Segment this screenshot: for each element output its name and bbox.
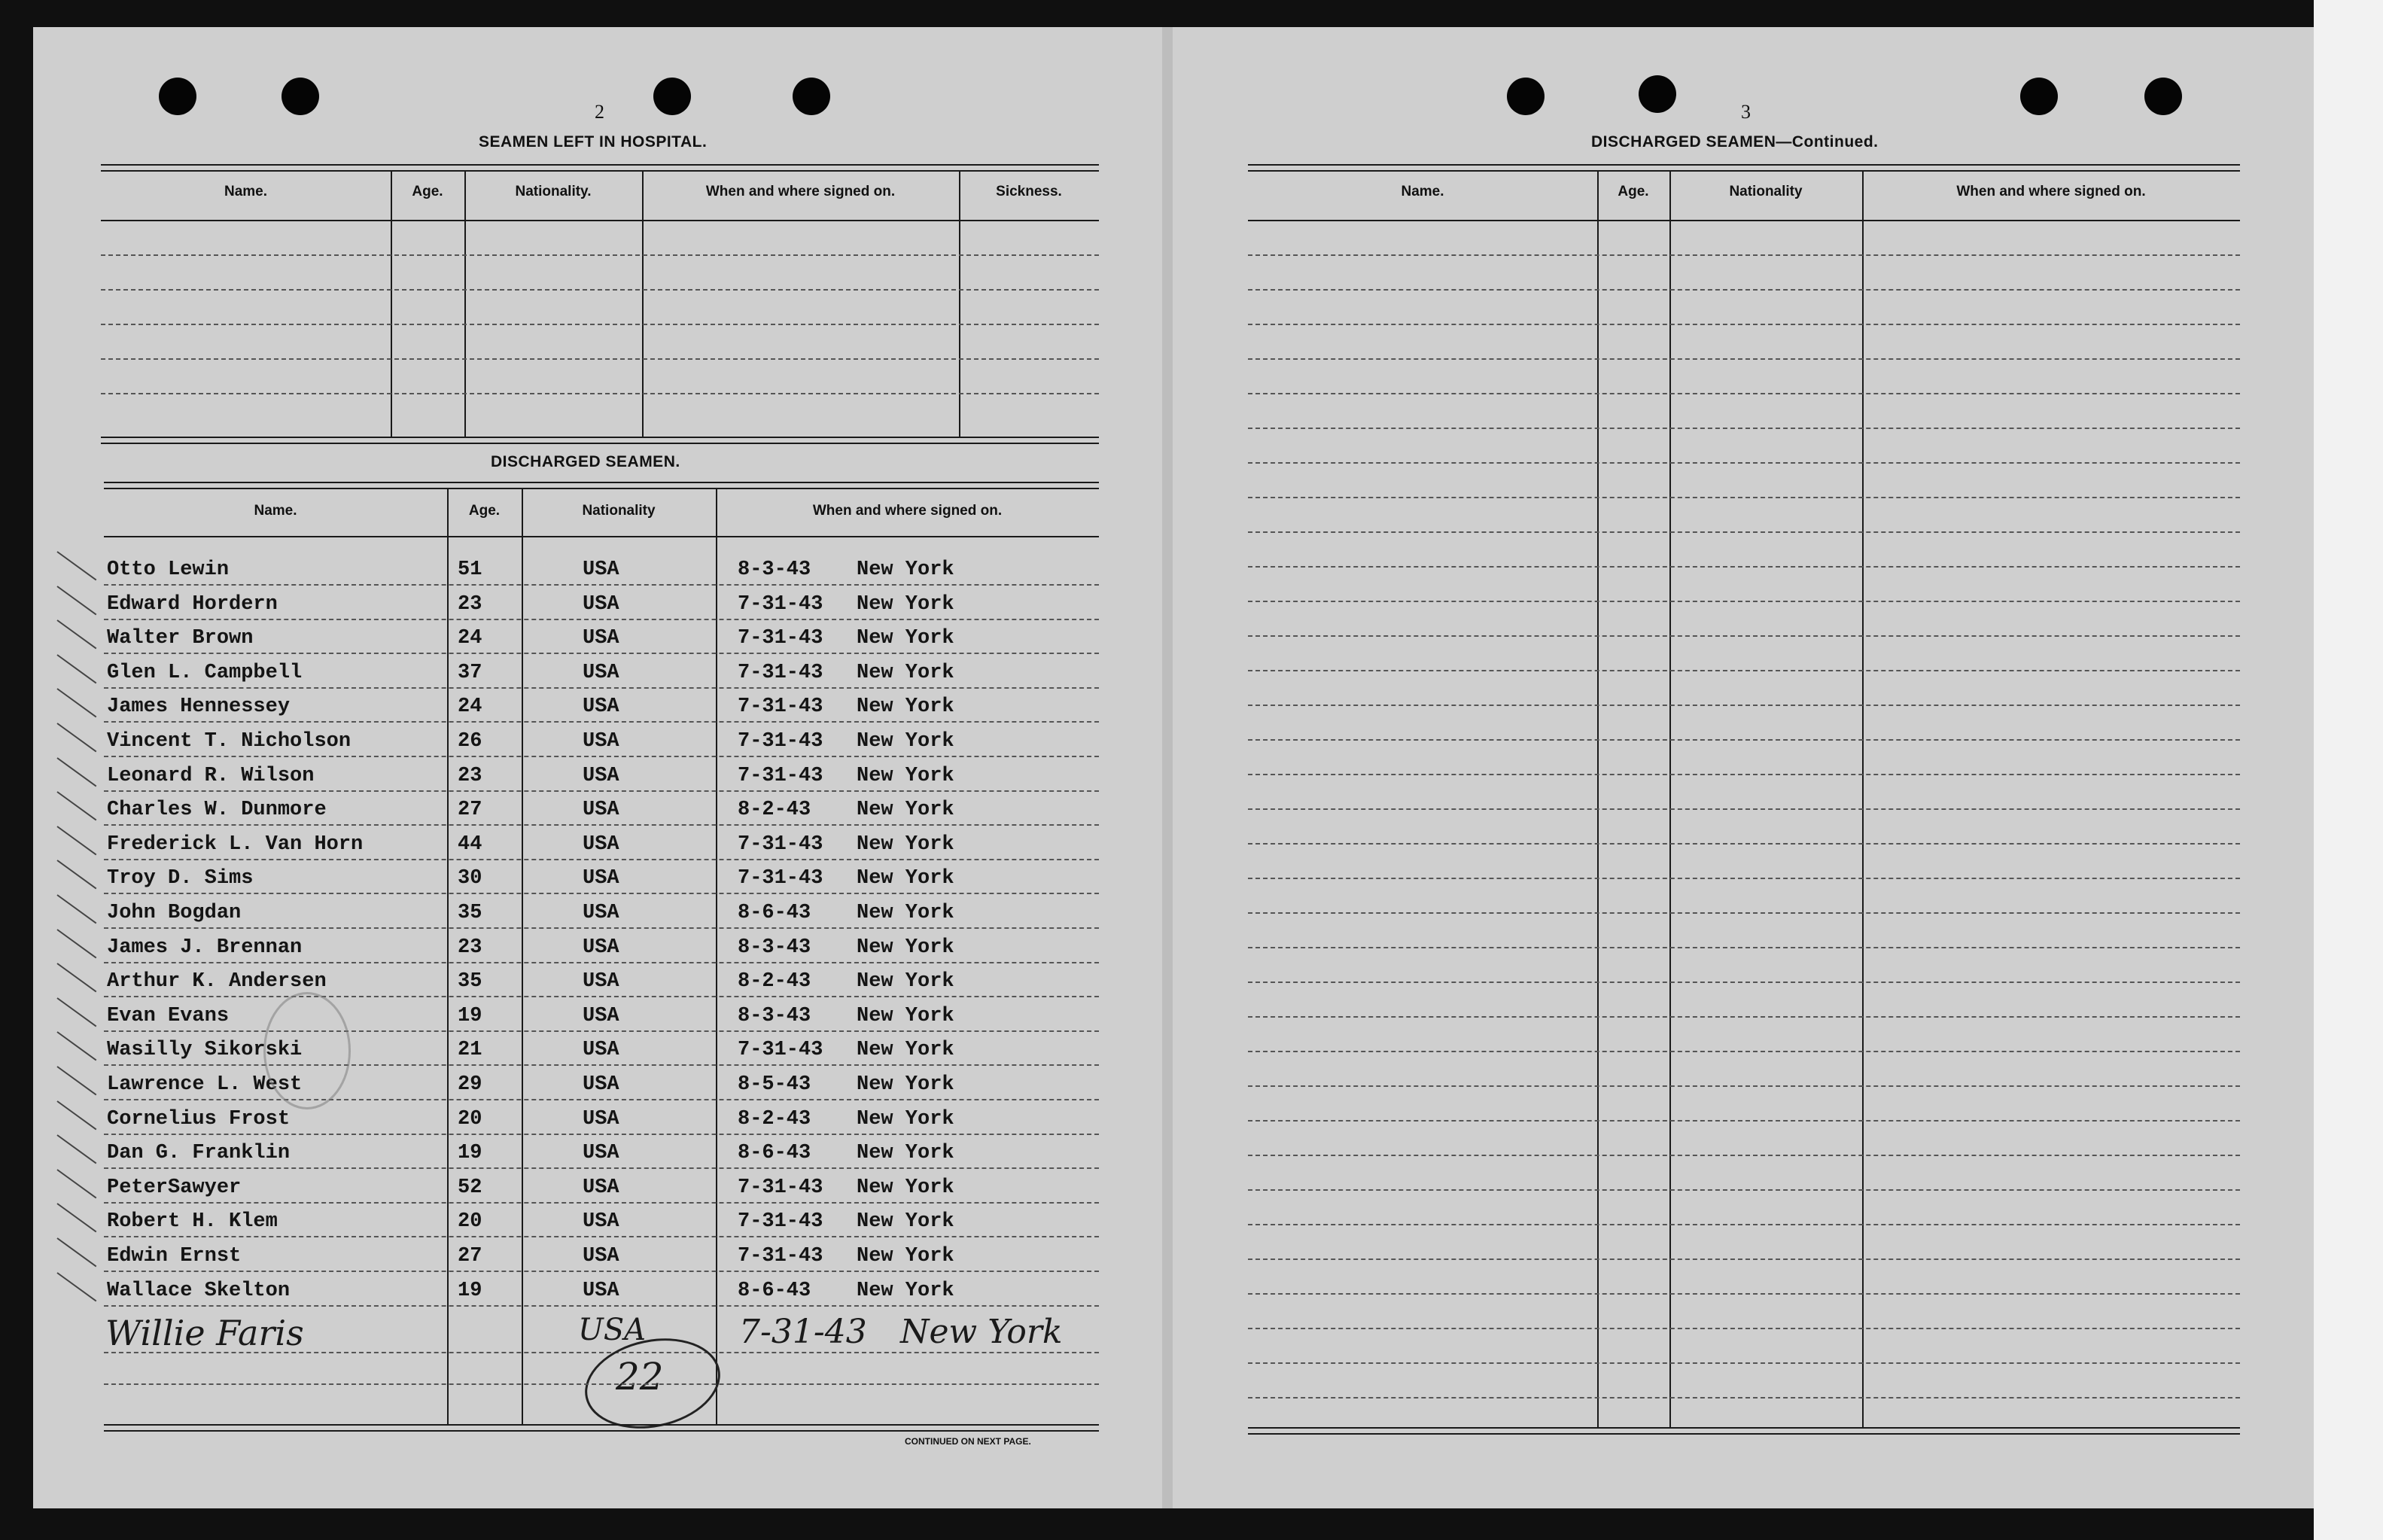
signed-on-date: 8-2-43 — [738, 1108, 811, 1131]
entry-line — [101, 289, 1099, 291]
entry-line — [104, 721, 1099, 723]
signed-on-place: New York — [857, 558, 954, 581]
col-header-signed-on: When and where signed on. — [1956, 184, 2146, 199]
signed-on-place: New York — [857, 730, 954, 753]
signed-on-place: New York — [857, 902, 954, 924]
seaman-nationality: USA — [583, 1039, 619, 1061]
seaman-age: 37 — [458, 662, 482, 684]
column-divider — [522, 489, 523, 1424]
hospital-section-title: SEAMEN LEFT IN HOSPITAL. — [479, 133, 708, 151]
entry-line — [1248, 289, 2240, 291]
seaman-name: Wasilly Sikorski — [107, 1039, 303, 1061]
seaman-nationality: USA — [583, 970, 619, 993]
seaman-age: 27 — [458, 1245, 482, 1268]
punch-hole — [2144, 78, 2182, 115]
col-header-age: Age. — [468, 503, 501, 519]
signed-on-place: New York — [857, 695, 954, 718]
signed-on-date: 8-3-43 — [738, 1005, 811, 1027]
col-header-name: Name. — [1401, 184, 1444, 199]
entry-line — [104, 1383, 1099, 1385]
entry-line — [1248, 912, 2240, 914]
table-rule — [101, 437, 1099, 438]
entry-line — [1248, 843, 2240, 845]
signed-on-place: New York — [857, 1280, 954, 1302]
seaman-name: Lawrence L. West — [107, 1073, 303, 1096]
col-header-nationality: Nationality — [1729, 184, 1803, 199]
entry-line — [101, 358, 1099, 360]
entry-line — [104, 1134, 1099, 1135]
discharged-section-title: DISCHARGED SEAMEN. — [491, 453, 680, 470]
table-rule — [1248, 220, 2240, 221]
signed-on-place: New York — [857, 1210, 954, 1233]
column-divider — [642, 172, 644, 437]
seaman-age: 19 — [458, 1005, 482, 1027]
col-header-age: Age. — [412, 184, 443, 199]
entry-line — [104, 1352, 1099, 1353]
entry-line — [1248, 670, 2240, 671]
entry-line — [104, 1167, 1099, 1169]
signed-on-place: New York — [857, 867, 954, 890]
seaman-nationality: USA — [583, 1176, 619, 1199]
center-fold — [1162, 27, 1173, 1508]
handwritten-place: New York — [900, 1313, 1063, 1351]
signed-on-date: 7-31-43 — [738, 765, 823, 787]
entry-line — [1248, 1120, 2240, 1122]
continued-note: CONTINUED ON NEXT PAGE. — [905, 1436, 1031, 1447]
entry-line — [1248, 1397, 2240, 1398]
entry-line — [104, 687, 1099, 689]
continued-section-title: DISCHARGED SEAMEN—Continued. — [1591, 133, 1879, 151]
seaman-nationality: USA — [583, 1108, 619, 1131]
handwritten-date: 7-31-43 — [739, 1313, 867, 1351]
signed-on-place: New York — [857, 765, 954, 787]
signed-on-place: New York — [857, 970, 954, 993]
punch-hole — [1639, 75, 1676, 113]
table-rule — [104, 1424, 1099, 1426]
seaman-name: Glen L. Campbell — [107, 662, 303, 684]
seaman-age: 52 — [458, 1176, 482, 1199]
column-divider — [716, 489, 717, 1424]
entry-line — [1248, 635, 2240, 637]
entry-line — [1248, 705, 2240, 706]
col-header-signed-on: When and where signed on. — [812, 503, 1003, 519]
column-divider — [1862, 172, 1864, 1427]
col-header-name: Name. — [254, 503, 297, 519]
seaman-nationality: USA — [583, 1210, 619, 1233]
entry-line — [104, 962, 1099, 963]
entry-line — [1248, 878, 2240, 879]
seaman-age: 44 — [458, 833, 482, 856]
seaman-name: Edwin Ernst — [107, 1245, 242, 1268]
seaman-name: Frederick L. Van Horn — [107, 833, 364, 856]
signed-on-place: New York — [857, 593, 954, 616]
entry-line — [1248, 497, 2240, 498]
entry-line — [104, 927, 1099, 929]
entry-line — [1248, 739, 2240, 741]
column-divider — [1669, 172, 1671, 1427]
col-header-name: Name. — [224, 184, 268, 199]
table-rule — [1248, 170, 2240, 172]
entry-line — [1248, 1016, 2240, 1018]
signed-on-date: 7-31-43 — [738, 695, 823, 718]
entry-line — [104, 1064, 1099, 1066]
signed-on-date: 7-31-43 — [738, 1039, 823, 1061]
seaman-nationality: USA — [583, 936, 619, 959]
table-rule — [101, 164, 1099, 166]
entry-line — [104, 584, 1099, 586]
entry-line — [1248, 1085, 2240, 1087]
signed-on-date: 7-31-43 — [738, 1176, 823, 1199]
entry-line — [101, 254, 1099, 256]
seaman-age: 23 — [458, 936, 482, 959]
right-margin-strip — [2314, 0, 2383, 1540]
seaman-age: 20 — [458, 1210, 482, 1233]
column-divider — [447, 489, 449, 1424]
seaman-nationality: USA — [583, 1142, 619, 1164]
seaman-name: Charles W. Dunmore — [107, 799, 327, 821]
column-divider — [1597, 172, 1599, 1427]
table-rule — [101, 220, 1099, 221]
entry-line — [104, 1202, 1099, 1204]
entry-line — [1248, 324, 2240, 325]
entry-line — [1248, 601, 2240, 602]
seaman-name: Cornelius Frost — [107, 1108, 291, 1131]
entry-line — [1248, 531, 2240, 533]
table-rule — [104, 488, 1099, 489]
signed-on-date: 7-31-43 — [738, 833, 823, 856]
signed-on-date: 7-31-43 — [738, 1210, 823, 1233]
seaman-age: 19 — [458, 1280, 482, 1302]
seaman-nationality: USA — [583, 627, 619, 650]
entry-line — [104, 756, 1099, 757]
column-divider — [464, 172, 466, 437]
col-header-nationality: Nationality. — [515, 184, 592, 199]
seaman-nationality: USA — [583, 662, 619, 684]
column-divider — [391, 172, 392, 437]
entry-line — [104, 1271, 1099, 1272]
signed-on-date: 8-2-43 — [738, 970, 811, 993]
table-rule — [101, 170, 1099, 172]
punch-hole — [282, 78, 319, 115]
col-header-age: Age. — [1618, 184, 1649, 199]
seaman-age: 19 — [458, 1142, 482, 1164]
seaman-nationality: USA — [583, 799, 619, 821]
column-divider — [959, 172, 960, 437]
signed-on-date: 7-31-43 — [738, 662, 823, 684]
table-rule — [1248, 1427, 2240, 1429]
punch-hole — [2020, 78, 2058, 115]
seaman-age: 27 — [458, 799, 482, 821]
table-rule — [104, 482, 1099, 483]
entry-line — [1248, 1189, 2240, 1191]
entry-line — [104, 1030, 1099, 1032]
entry-line — [1248, 982, 2240, 983]
entry-line — [104, 619, 1099, 620]
signed-on-place: New York — [857, 1142, 954, 1164]
entry-line — [1248, 1155, 2240, 1156]
seaman-age: 24 — [458, 627, 482, 650]
seaman-name: Leonard R. Wilson — [107, 765, 315, 787]
signed-on-place: New York — [857, 627, 954, 650]
signed-on-date: 7-31-43 — [738, 1245, 823, 1268]
entry-line — [104, 1305, 1099, 1307]
entry-line — [1248, 947, 2240, 948]
entry-line — [1248, 774, 2240, 775]
seaman-name: Robert H. Klem — [107, 1210, 278, 1233]
seaman-age: 51 — [458, 558, 482, 581]
signed-on-date: 8-6-43 — [738, 902, 811, 924]
entry-line — [104, 893, 1099, 894]
entry-line — [1248, 1258, 2240, 1260]
entry-line — [1248, 254, 2240, 256]
page-number: 2 — [595, 101, 604, 123]
seaman-nationality: USA — [583, 765, 619, 787]
entry-line — [1248, 1328, 2240, 1329]
punch-hole — [653, 78, 691, 115]
punch-hole — [793, 78, 830, 115]
seaman-nationality: USA — [583, 1073, 619, 1096]
seaman-name: John Bogdan — [107, 902, 242, 924]
signed-on-date: 8-6-43 — [738, 1142, 811, 1164]
document-sheet — [33, 27, 2314, 1508]
entry-line — [1248, 808, 2240, 810]
punch-hole — [159, 78, 196, 115]
table-rule — [101, 443, 1099, 444]
seaman-nationality: USA — [583, 730, 619, 753]
signed-on-place: New York — [857, 1176, 954, 1199]
entry-line — [1248, 393, 2240, 394]
signed-on-date: 8-6-43 — [738, 1280, 811, 1302]
signed-on-place: New York — [857, 936, 954, 959]
col-header-nationality: Nationality — [582, 503, 656, 519]
entry-line — [1248, 1051, 2240, 1052]
handwritten-name: Willie Faris — [105, 1313, 304, 1353]
seaman-age: 23 — [458, 593, 482, 616]
seaman-age: 26 — [458, 730, 482, 753]
signed-on-place: New York — [857, 799, 954, 821]
entry-line — [1248, 566, 2240, 568]
entry-line — [1248, 428, 2240, 429]
page-number: 3 — [1741, 101, 1751, 123]
entry-line — [1248, 462, 2240, 464]
seaman-age: 21 — [458, 1039, 482, 1061]
seaman-age: 20 — [458, 1108, 482, 1131]
seaman-nationality: USA — [583, 1280, 619, 1302]
seaman-name: James Hennessey — [107, 695, 291, 718]
seaman-age: 35 — [458, 902, 482, 924]
seaman-name: Wallace Skelton — [107, 1280, 291, 1302]
signed-on-date: 8-3-43 — [738, 936, 811, 959]
entry-line — [104, 859, 1099, 860]
entry-line — [104, 996, 1099, 997]
entry-line — [1248, 1362, 2240, 1364]
seaman-name: Dan G. Franklin — [107, 1142, 291, 1164]
seaman-name: Walter Brown — [107, 627, 254, 650]
signed-on-place: New York — [857, 1005, 954, 1027]
seaman-name: Edward Hordern — [107, 593, 278, 616]
seaman-name: Evan Evans — [107, 1005, 230, 1027]
col-header-signed-on: When and where signed on. — [705, 184, 896, 199]
entry-line — [104, 1099, 1099, 1100]
entry-line — [104, 1236, 1099, 1237]
entry-line — [104, 653, 1099, 654]
signed-on-place: New York — [857, 1039, 954, 1061]
table-rule — [104, 1430, 1099, 1432]
signed-on-date: 7-31-43 — [738, 627, 823, 650]
seaman-age: 29 — [458, 1073, 482, 1096]
signed-on-date: 7-31-43 — [738, 867, 823, 890]
signed-on-date: 8-3-43 — [738, 558, 811, 581]
seaman-age: 30 — [458, 867, 482, 890]
signed-on-date: 8-2-43 — [738, 799, 811, 821]
entry-line — [104, 824, 1099, 826]
seaman-name: Otto Lewin — [107, 558, 230, 581]
seaman-nationality: USA — [583, 593, 619, 616]
seaman-name: PeterSawyer — [107, 1176, 242, 1199]
seaman-nationality: USA — [583, 1245, 619, 1268]
seaman-nationality: USA — [583, 902, 619, 924]
seaman-name: James J. Brennan — [107, 936, 303, 959]
entry-line — [101, 393, 1099, 394]
entry-line — [101, 324, 1099, 325]
col-header-sickness: Sickness. — [996, 184, 1062, 199]
handwritten-nationality: USA — [578, 1313, 646, 1347]
seaman-nationality: USA — [583, 867, 619, 890]
signed-on-date: 8-5-43 — [738, 1073, 811, 1096]
signed-on-date: 7-31-43 — [738, 593, 823, 616]
faded-stamp-impression — [263, 992, 351, 1109]
seaman-nationality: USA — [583, 558, 619, 581]
table-rule — [104, 536, 1099, 537]
entry-line — [1248, 1293, 2240, 1295]
seaman-age: 35 — [458, 970, 482, 993]
entry-line — [1248, 1224, 2240, 1225]
signed-on-place: New York — [857, 1108, 954, 1131]
entry-line — [1248, 358, 2240, 360]
signed-on-date: 7-31-43 — [738, 730, 823, 753]
entry-line — [104, 790, 1099, 792]
seaman-name: Arthur K. Andersen — [107, 970, 327, 993]
table-rule — [1248, 164, 2240, 166]
circled-total: 22 — [616, 1355, 664, 1398]
seaman-nationality: USA — [583, 833, 619, 856]
seaman-name: Vincent T. Nicholson — [107, 730, 352, 753]
seaman-name: Troy D. Sims — [107, 867, 254, 890]
signed-on-place: New York — [857, 1245, 954, 1268]
punch-hole — [1507, 78, 1545, 115]
table-rule — [1248, 1433, 2240, 1435]
seaman-nationality: USA — [583, 1005, 619, 1027]
seaman-nationality: USA — [583, 695, 619, 718]
signed-on-place: New York — [857, 662, 954, 684]
signed-on-place: New York — [857, 1073, 954, 1096]
signed-on-place: New York — [857, 833, 954, 856]
seaman-age: 23 — [458, 765, 482, 787]
seaman-age: 24 — [458, 695, 482, 718]
